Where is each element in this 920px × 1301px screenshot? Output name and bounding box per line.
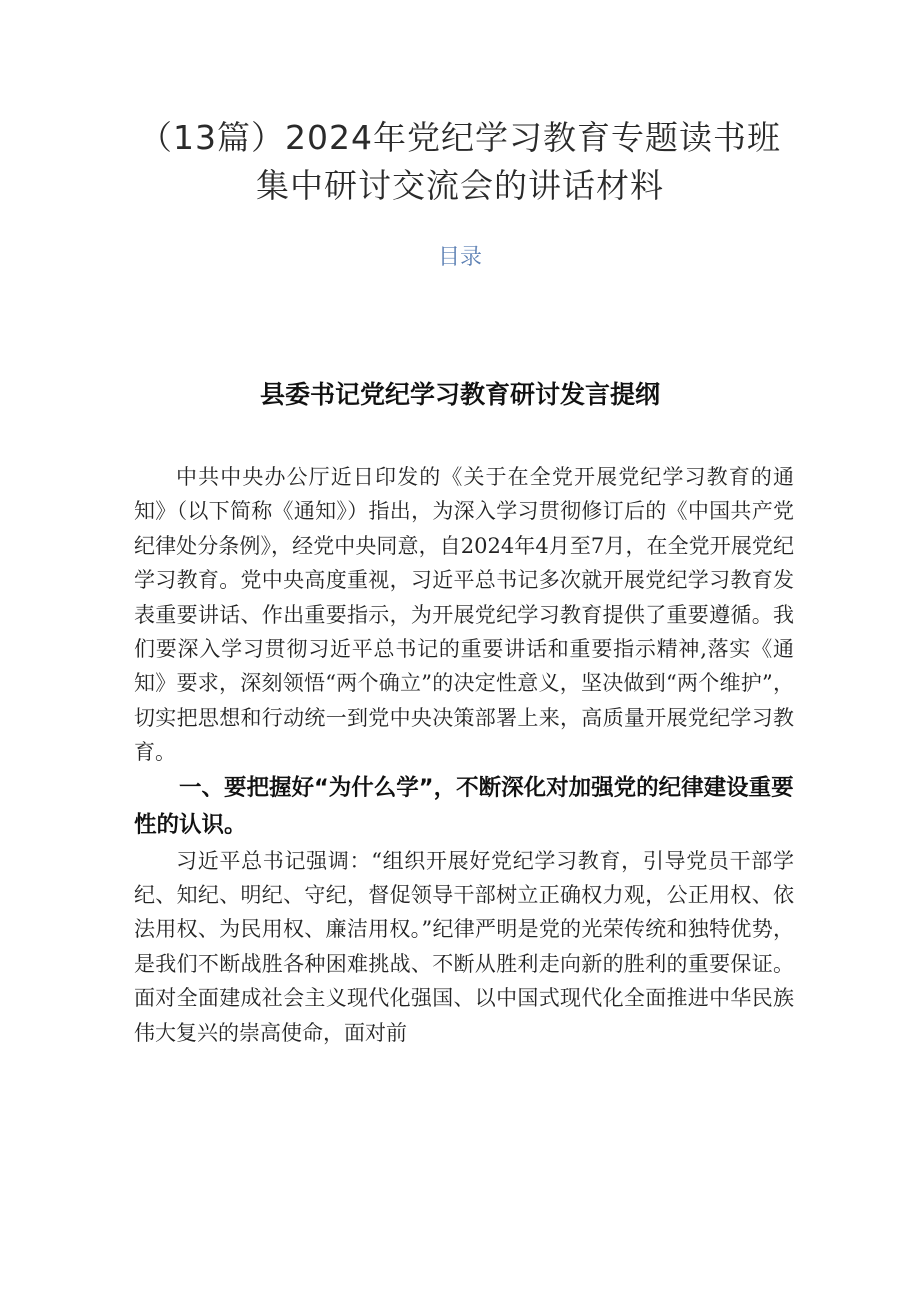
document-body bbox=[134, 460, 794, 1050]
section-title: 县委书记党纪学习教育研讨发言提纲 bbox=[259, 380, 660, 409]
document-title bbox=[0, 114, 920, 210]
document-title-line-1: （13篇）2024年党纪学习教育专题读书班 bbox=[139, 118, 781, 157]
table-of-contents-label: 目录 bbox=[437, 245, 482, 270]
body-paragraph: 习近平总书记强调：“组织开展好党纪学习教育，引导党员干部学纪、知纪、明纪、守纪，督促领导干部树立正确权力观，公正用权、依法用权、为民用权、廉洁用权。”纪律严明是党的光荣传统和独特优势，是我们不断战胜各种困难挑战、不断从胜利走向新的胜利的重要保证。面对全面建成社会主义现代化强国、以中国式现代化全面推进中华民族伟大复兴的崇高使命，面对前 bbox=[134, 848, 794, 1045]
document-title-line-2: 集中研讨交流会的讲话材料 bbox=[256, 166, 664, 205]
sub-heading: 一、要把握好“为什么学”，不断深化对加强党的纪律建设重要性的认识。 bbox=[134, 774, 794, 838]
body-paragraph: 中共中央办公厅近日印发的《关于在全党开展党纪学习教育的通知》（以下简称《通知》）指出，为深入学习贯彻修订后的《中国共产党纪律处分条例》，经党中央同意，自2024年4月至7月，在全党开展党纪学习教育。党中央高度重视，习近平总书记多次就开展党纪学习教育发表重要讲话、作出重要指示，为开展党纪学习教育提供了重要遵循。我们要深入学习贯彻习近平总书记的重要讲话和重要指示精神,落实《通知》要求，深刻领悟“两个确立”的决定性意义，坚决做到“两个维护”，切实把思想和行动统一到党中央决策部署上来，高质量开展党纪学习教育。 bbox=[134, 465, 794, 765]
